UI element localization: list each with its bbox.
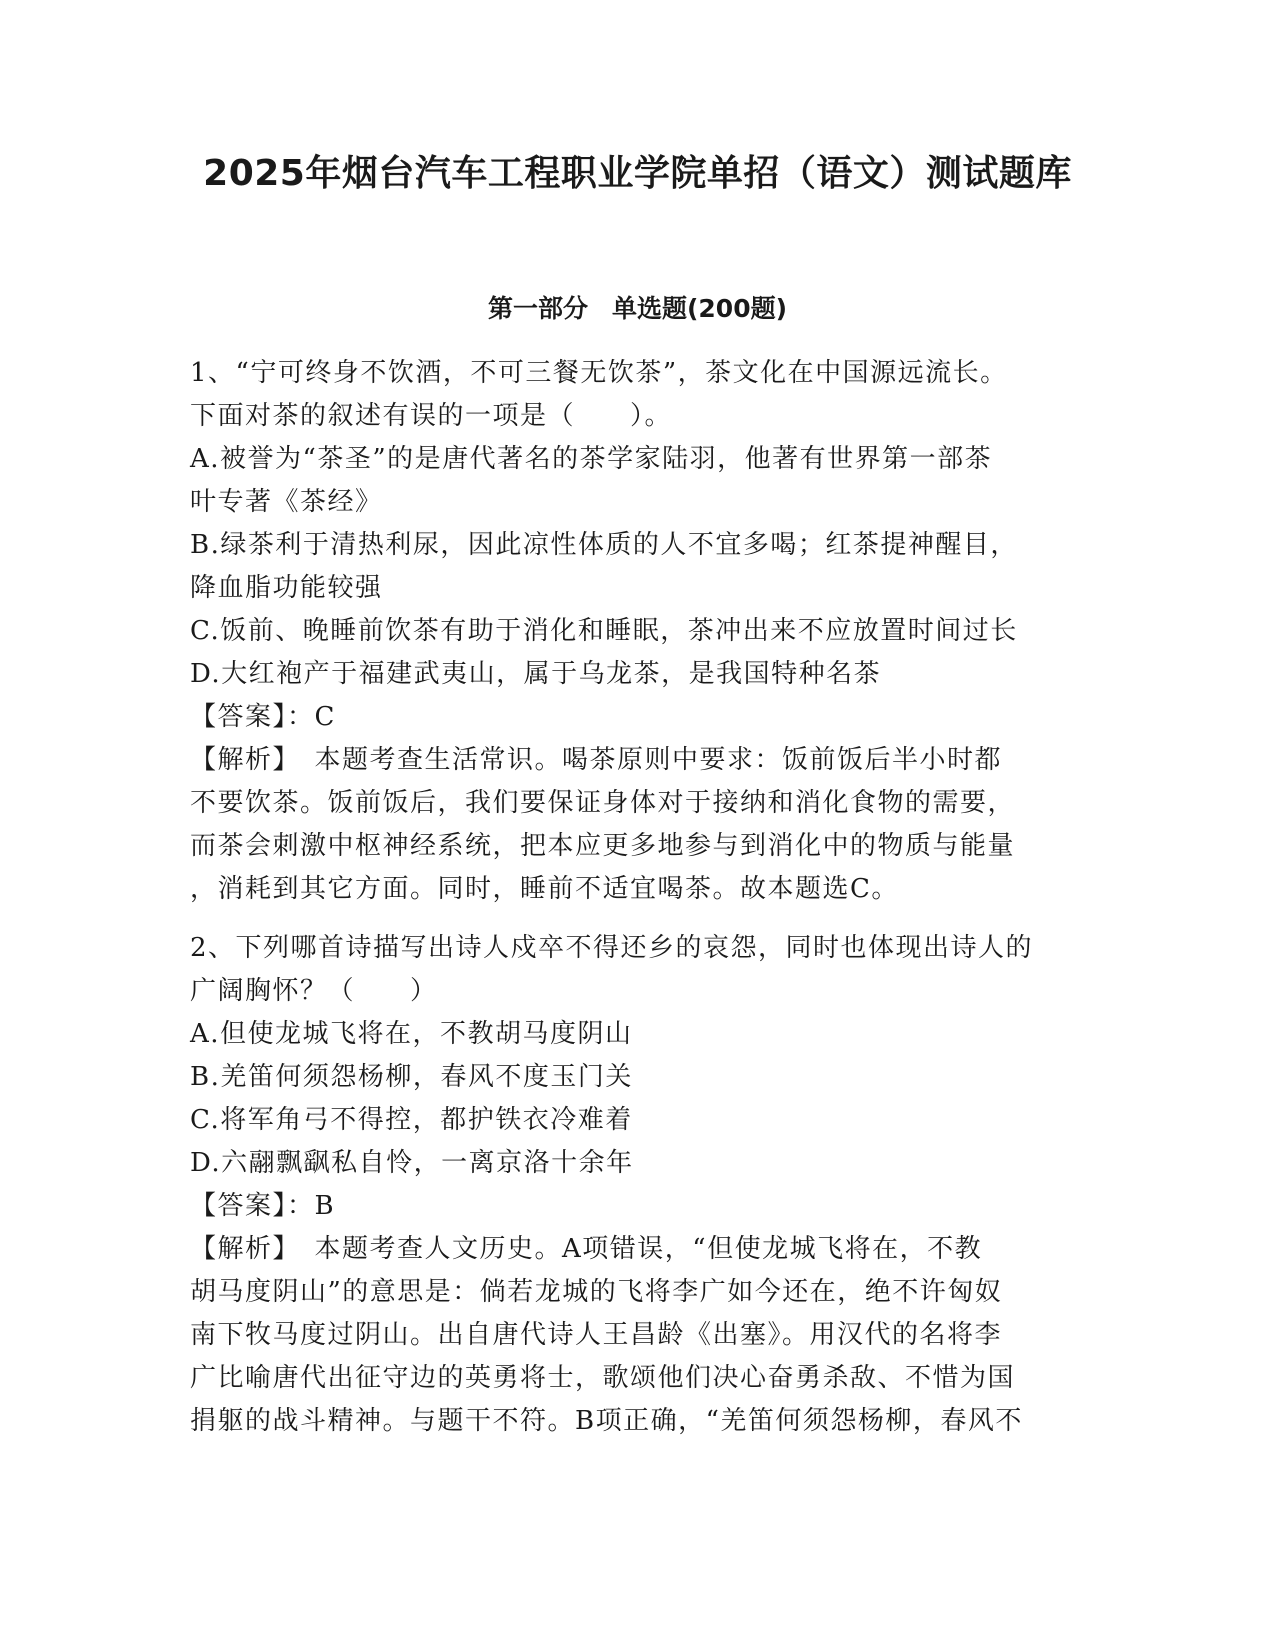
analysis-line: 捐躯的战斗精神。与题干不符。B项正确，“羌笛何须怨杨柳，春风不 [190,1406,1023,1436]
answer-label: 【答案】 [190,702,288,732]
analysis-label: 【解析】 [190,745,288,775]
analysis-line [190,739,1090,782]
analysis-line: ，消耗到其它方面。同时，睡前不适宜喝茶。故本题选C。 [190,874,899,904]
document-title: 2025年烟台汽车工程职业学院单招（语文）测试题库 [203,153,1072,194]
analysis-line: 南下牧马度过阴山。出自唐代诗人王昌龄《出塞》。用汉代的名将李 [190,1320,1003,1350]
option-line: B.绿茶利于清热利尿，因此凉性体质的人不宜多喝；红茶提神醒目， [190,530,1018,560]
question-stem-line: 1、“宁可终身不饮酒，不可三餐无饮茶”，茶文化在中国源远流长。 [190,358,1008,388]
answer-line [190,696,1090,739]
analysis-line: 而茶会刺激中枢神经系统，把本应更多地参与到消化中的物质与能量 [190,831,1016,861]
option-line: D.大红袍产于福建武夷山，属于乌龙茶，是我国特种名茶 [190,659,882,689]
option-line: C.将军角弓不得控，都护铁衣冷难着 [190,1105,633,1135]
question-stem-line: 下面对茶的叙述有误的一项是（ ）。 [190,401,673,431]
option-line: B.羌笛何须怨杨柳，春风不度玉门关 [190,1062,633,1092]
section-title [0,291,1275,327]
answer-label: 【答案】 [190,1191,288,1221]
section-part-label: 第一部分 [487,294,588,323]
answer-value: ：C [287,702,336,732]
option-line: A.但使龙城飞将在，不教胡马度阴山 [190,1019,633,1049]
question-2 [190,927,1090,1443]
option-line: D.六翮飘飖私自怜，一离京洛十余年 [190,1148,634,1178]
answer-line [190,1185,1090,1228]
analysis-line: 不要饮茶。饭前饭后，我们要保证身体对于接纳和消化食物的需要， [190,788,1016,818]
analysis-text: 本题考查生活常识。喝茶原则中要求：饭前饭后半小时都 [287,745,1003,775]
analysis-line [190,1228,1090,1271]
section-type-label: 单选题(200题) [611,294,788,323]
analysis-label: 【解析】 [190,1234,288,1264]
analysis-text: 本题考查人文历史。A项错误，“但使龙城飞将在，不教 [287,1234,983,1264]
analysis-line: 胡马度阴山”的意思是：倘若龙城的飞将李广如今还在，绝不许匈奴 [190,1277,1003,1307]
question-1 [190,352,1090,911]
option-line: C.饭前、晚睡前饮茶有助于消化和睡眠，茶冲出来不应放置时间过长 [190,616,1018,646]
question-stem-line: 2、下列哪首诗描写出诗人戍卒不得还乡的哀怨，同时也体现出诗人的 [190,933,1034,963]
option-line: 叶专著《茶经》 [190,487,383,517]
answer-value: ：B [287,1191,336,1221]
option-line: A.被誉为“茶圣”的是唐代著名的茶学家陆羽，他著有世界第一部茶 [190,444,993,474]
analysis-line: 广比喻唐代出征守边的英勇将士，歌颂他们决心奋勇杀敌、不惜为国 [190,1363,1016,1393]
question-stem-line: 广阔胸怀？（ ） [190,976,438,1006]
option-line: 降血脂功能较强 [190,573,383,603]
question-list [190,352,1090,1459]
